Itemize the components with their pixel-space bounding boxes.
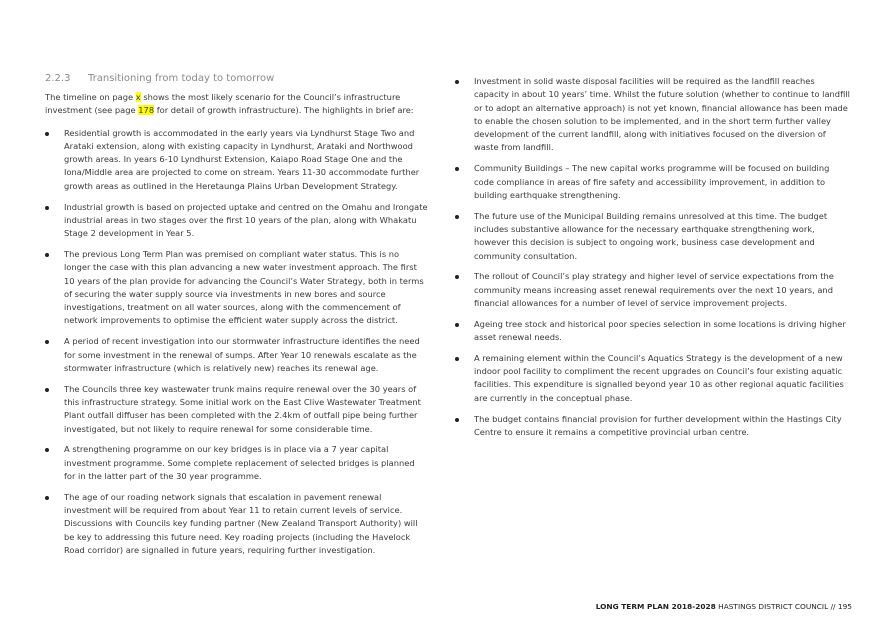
left-column (45, 72, 428, 565)
bullet-item: The previous Long Term Plan was premised on compliant water status. This is no longer the case with this plan advancing a new water investment approach. The first 10 years of the plan provide for advancing the Council’s Water Strategy, both in terms of securing the water supply source via investments in new bores and source investigations, treatment on all water sources, along with the commencement of network improvements to optimise the efficient water supply across the district. (45, 248, 428, 328)
page-footer (596, 602, 852, 611)
bullet-item: Investment in solid waste disposal facilities will be required as the landfill reaches capacity in about 10 years’ time. Whilst the future solution (whether to continue to landfill or to adopt an alternative approach) is not yet known, financial allowance has been made to enable the chosen solution to be implemented, and in the short term further valley development of the current landfill, along with initiatives focused on the diversion of waste from landfill. (455, 75, 850, 155)
right-bullet-list (455, 75, 850, 439)
bullet-item: Industrial growth is based on projected uptake and centred on the Omahu and Irongate industrial areas in two stages over the first 10 years of the plan, along with Whakatu Stage 2 development in Year 5. (45, 201, 428, 241)
intro-text-3: for detail of growth infrastructure). The highlights in brief are: (154, 105, 414, 116)
bullet-item: A period of recent investigation into our stormwater infrastructure identifies the need for some investment in the renewal of sumps. After Year 10 renewals escalate as the stormwater infrastructure (which is relatively new) reaches its renewal age. (45, 335, 428, 375)
bullet-item: The rollout of Council’s play strategy and higher level of service expectations from the community means increasing asset renewal requirements over the next 10 years, and financial allowances for a number of level of service improvement projects. (455, 270, 850, 310)
bullet-item: The future use of the Municipal Building remains unresolved at this time. The budget includes substantive allowance for the necessary earthquake strengthening work, however this decision is subject to ongoing work, business case development and community consultation. (455, 210, 850, 263)
bullet-item: Community Buildings – The new capital works programme will be focused on building code compliance in areas of fire safety and accessibility improvement, in addition to building earthquake strengthening. (455, 162, 850, 202)
bullet-item: Residential growth is accommodated in the early years via Lyndhurst Stage Two and Arataki extension, along with existing capacity in Lyndhurst, Arataki and Northwood growth areas. In years 6-10 Lyndhurst Extension, Kaiapo Road Stage One and the Iona/Middle area are projected to come on stream. Years 11-30 accommodate further growth areas as outlined in the Heretaunga Plains Urban Development Strategy. (45, 127, 428, 193)
footer-council-page: HASTINGS DISTRICT COUNCIL // 195 (715, 602, 852, 611)
bullet-item: The budget contains financial provision for further development within the Hastings City Centre to ensure it remains a competitive provincial urban centre. (455, 413, 850, 440)
section-heading (45, 72, 428, 86)
bullet-item: The Councils three key wastewater trunk mains require renewal over the 30 years of this infrastructure strategy. Some initial work on the East Clive Wastewater Treatment Plant outfall diffuser has been completed with the 2.4km of outfall pipe being further investigated, but not likely to require renewal for some considerable time. (45, 383, 428, 436)
section-number: 2.2.3 (45, 73, 71, 84)
highlight-page-ref: 178 (138, 105, 155, 116)
highlight-page-x: x (135, 92, 141, 102)
bullet-item: A remaining element within the Council’s Aquatics Strategy is the development of a new indoor pool facility to compliment the recent upgrades on Council’s four existing aquatic facilities. This expenditure is signalled beyond year 10 as other regional aquatic facilities are currently in the conceptual phase. (455, 352, 850, 405)
bullet-item: A strengthening programme on our key bridges is in place via a 7 year capital investment programme. Some complete replacement of selected bridges is planned for in the latter part of the 30 year programme. (45, 443, 428, 483)
left-bullet-list (45, 127, 428, 558)
bullet-item: The age of our roading network signals that escalation in pavement renewal investment will be required from about Year 11 to retain current levels of service. Discussions with Councils key funding partner (New Zealand Transport Authority) will be key to addressing this future need. Key roading projects (including the Havelock Road corridor) are signalled in future years, requiring further investigation. (45, 491, 428, 557)
section-title: Transitioning from today to tomorrow (88, 73, 275, 84)
intro-paragraph (45, 91, 428, 118)
intro-text-1: The timeline on page (45, 92, 136, 102)
footer-plan-title: LONG TERM PLAN 2018-2028 (595, 602, 716, 611)
right-column (455, 75, 850, 447)
bullet-item: Ageing tree stock and historical poor species selection in some locations is driving higher asset renewal needs. (455, 318, 850, 345)
intro-text-2: shows the most likely scenario for the Council’s infrastructure investment (see page (45, 92, 401, 116)
